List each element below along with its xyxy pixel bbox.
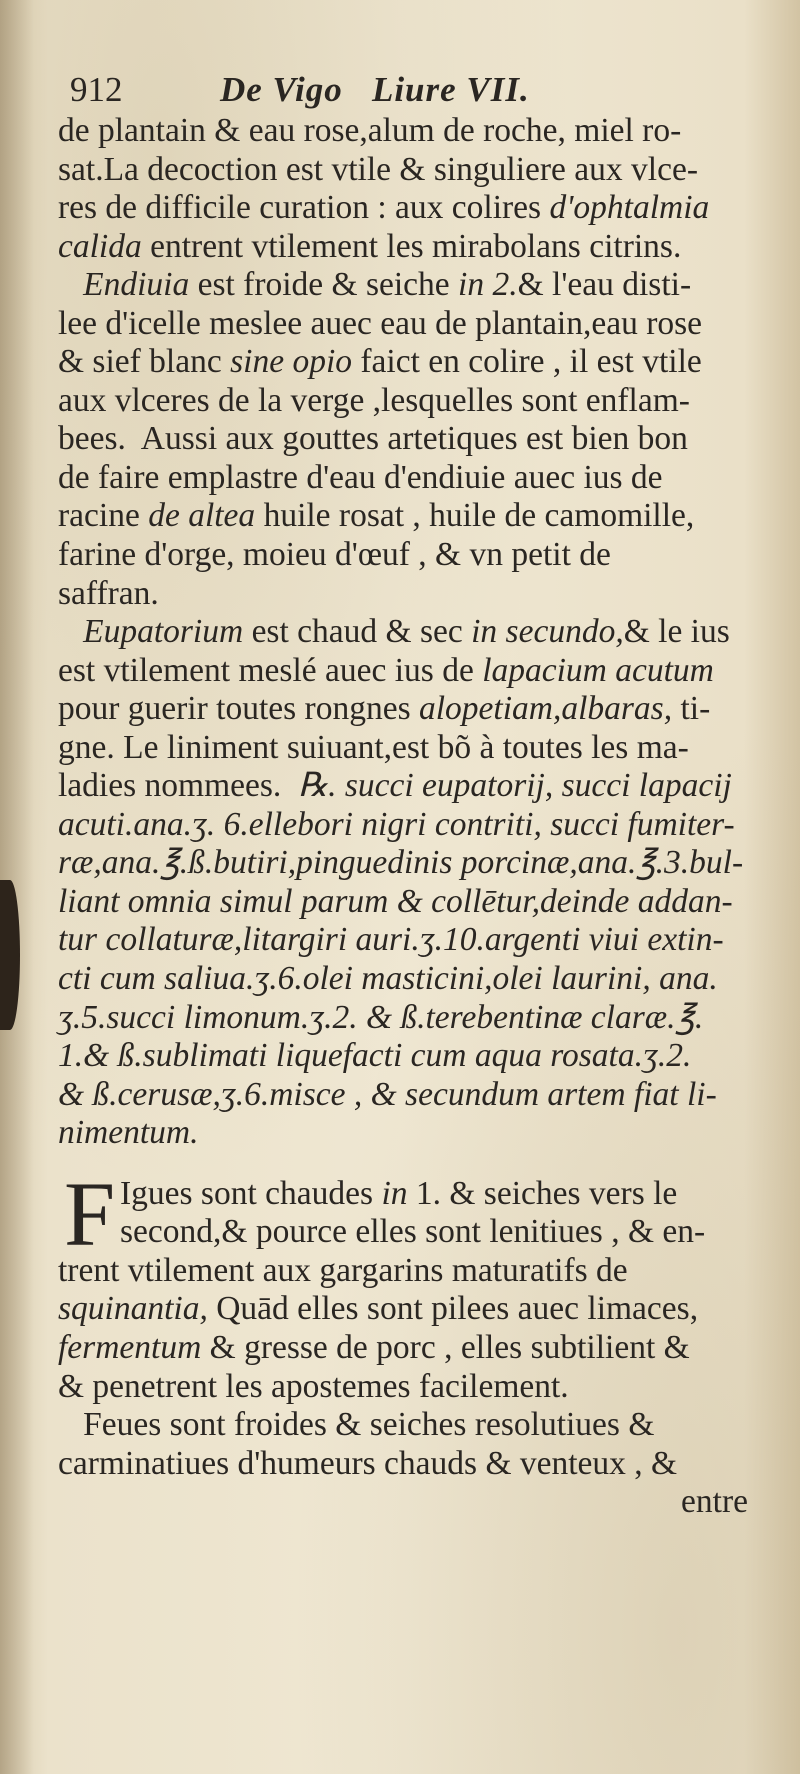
text-block [58,68,772,1522]
text-run [58,266,83,303]
text-run: & sief blanc [58,343,231,381]
text-run: Quād elles sont pilees auec limaces, [207,1290,699,1328]
text-line [58,729,772,768]
italic-run: cti cum saliua.ʒ.6.olei masticini,olei laurini, ana. [58,960,718,998]
text-line [58,189,772,228]
text-run: de faire emplastre d'eau d'endiuie auec ius de [58,458,663,496]
text-line [58,420,772,459]
text-line [58,883,772,922]
italic-run: ʒ.5.succi limonum.ʒ.2. & ß.terebentinæ claræ.℥. [58,998,704,1036]
text-line [58,382,772,421]
text-run: Igues sont chaudes [120,1174,382,1212]
text-line [58,960,772,999]
text-line [58,1175,772,1214]
text-run: gne. Le liniment suiuant,est bõ à toutes les ma- [58,728,689,766]
text-line [58,151,772,190]
text-run: est froide & seiche [189,266,459,304]
ink-blot [0,880,20,1030]
paragraph [58,1162,772,1406]
italic-run: fermentum [58,1328,202,1366]
paragraph [58,613,772,1153]
text-line [58,999,772,1038]
paragraph [58,112,772,266]
text-run: entrent vtilement les mirabolans citrins. [141,227,682,265]
text-run: & penetrent les apostemes facilement. [58,1367,569,1405]
text-line [58,1445,772,1484]
text-line [58,228,772,267]
text-line [58,266,772,305]
text-run: res de difficile curation : aux colires [58,189,550,227]
italic-run: in secundo, [471,613,624,651]
text-line [58,1076,772,1115]
text-run: farine d'orge, moieu d'œuf , & vn petit de [58,536,611,574]
text-run: pour guerir toutes rongnes [58,690,419,728]
body-text [58,112,772,1483]
text-run: Feues sont froides & seiches resolutiues & [58,1406,655,1444]
text-line [58,1037,772,1076]
text-run: trent vtilement aux gargarins maturatifs de [58,1251,628,1289]
italic-run: alopetiam,albaras, [418,690,673,728]
page-number: 912 [70,70,123,109]
italic-run: d'ophtalmia [549,189,710,227]
text-line [58,1213,772,1252]
text-run [58,613,83,650]
italic-run: in 2. [458,266,518,304]
text-run: second,& pource elles sont lenitiues , & en- [120,1213,706,1251]
text-line [58,690,772,729]
text-line [58,1368,772,1407]
paragraph [58,1406,772,1483]
italic-run: 1.& ß.sublimati liquefacti cum aqua rosata.ʒ.2. [58,1037,692,1075]
text-run: est vtilement meslé auec ius de [58,651,483,689]
text-run: & l'eau disti- [517,266,692,304]
text-line [58,497,772,536]
italic-run: Endiuia [83,266,190,304]
text-run: saffran. [58,574,159,612]
text-line [58,844,772,883]
text-line [58,806,772,845]
italic-run: ℞. succi eupatorij, succi lapacij [298,767,732,805]
text-line [58,575,772,614]
italic-run: Eupatorium [83,613,244,651]
text-run: & le ius [623,613,730,651]
italic-run: & ß.cerusæ,ʒ.6.misce , & secundum artem fiat li- [58,1075,717,1113]
running-title: De Vigo Liure VII. [220,70,530,109]
italic-run: nimentum. [58,1114,199,1152]
text-line [58,767,772,806]
text-line [58,1329,772,1368]
text-line [58,112,772,151]
text-line [58,459,772,498]
text-run: ti- [672,690,711,728]
text-run: de plantain & eau rose,alum de roche, miel ro- [58,112,682,149]
text-run: 1. & seiches vers le [407,1174,678,1212]
text-run: ladies nommees. [58,767,299,805]
italic-run: liant omnia simul parum & collētur,deinde addan- [58,882,733,920]
italic-run: lapacium acutum [482,651,714,689]
text-line [58,305,772,344]
paragraph [58,266,772,613]
text-line [58,1252,772,1291]
paragraph-gap [58,1153,772,1175]
drop-cap: F [64,1162,116,1265]
text-line [58,613,772,652]
text-run: lee d'icelle meslee auec eau de plantain,eau rose [58,304,703,342]
italic-run: tur collaturæ,litargiri auri.ʒ.10.argenti viui extin- [58,921,724,959]
text-run: racine [58,497,149,535]
running-head [58,68,772,112]
italic-run: in [381,1174,408,1212]
text-run: est chaud & sec [243,613,472,651]
italic-run: de altea [148,497,256,535]
text-run: huile rosat , huile de camomille, [255,497,695,535]
text-line [58,536,772,575]
italic-run: squinantia, [58,1290,208,1328]
text-line [58,1290,772,1329]
italic-run: calida [58,227,142,265]
text-run: sat.La decoction est vtile & singuliere aux vlce- [58,150,699,188]
italic-run: ræ,ana.℥.ß.butiri,pinguedinis porcinæ,ana.℥.3.bul- [58,844,744,882]
italic-run: sine opio [230,343,353,381]
text-run: & gresse de porc , elles subtilient & [201,1328,690,1366]
text-run: faict en colire , il est vtile [352,343,702,381]
text-run: carminatiues d'humeurs chauds & venteux , & [58,1444,678,1482]
catchword: entre [681,1483,748,1521]
text-line [58,1406,772,1445]
italic-run: acuti.ana.ʒ. 6.ellebori nigri contriti, succi fumiter- [58,805,735,843]
text-line [58,652,772,691]
text-line [58,343,772,382]
text-line [58,1114,772,1153]
text-line [58,921,772,960]
text-run: bees. Aussi aux gouttes artetiques est bien bon [58,420,688,458]
text-run: aux vlceres de la verge ,lesquelles sont enflam- [58,381,690,419]
